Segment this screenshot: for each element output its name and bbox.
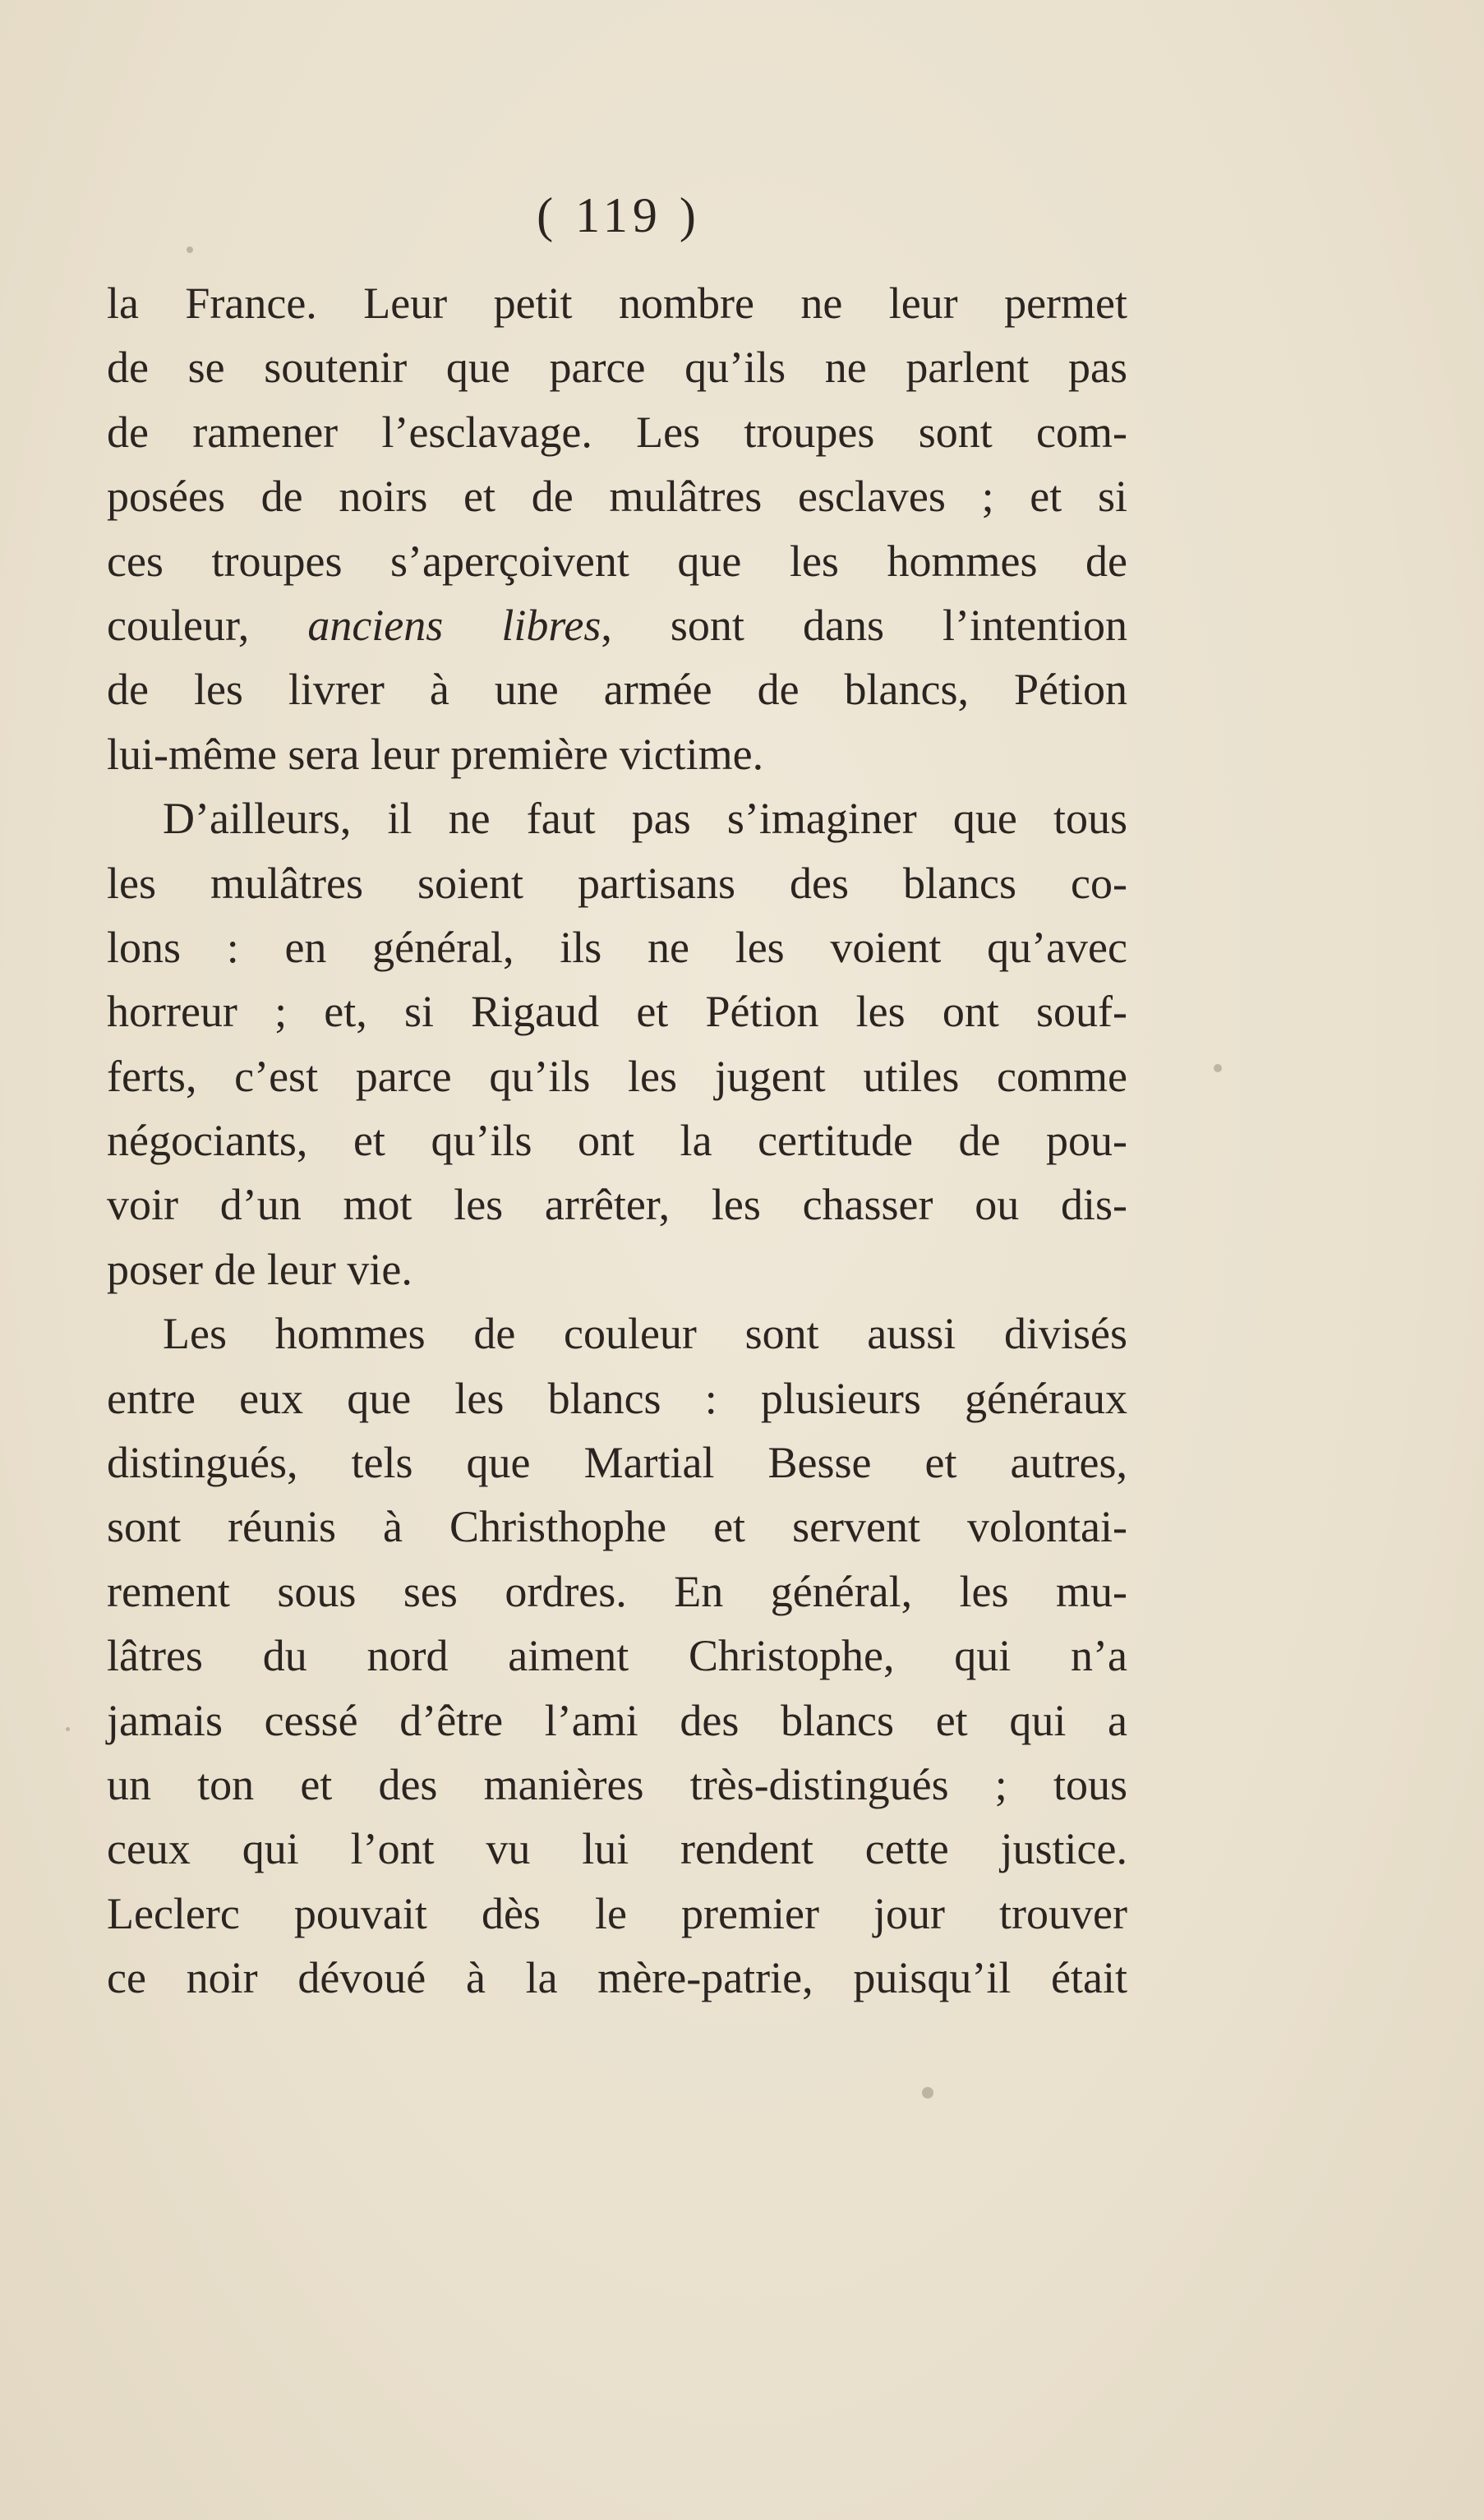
body-text — [107, 271, 1127, 2011]
paragraph — [107, 786, 1127, 1301]
text-line: lâtres du nord aiment Christophe, qui n’a — [107, 1631, 1127, 1681]
text-segment: couleur, — [107, 600, 308, 650]
text-line: poser de leur vie. — [107, 1244, 412, 1294]
paper-speck — [922, 2087, 933, 2098]
text-line: ceux qui l’ont vu lui rendent cette justice. — [107, 1824, 1127, 1874]
text-line: D’ailleurs, il ne faut pas s’imaginer que tous — [163, 794, 1127, 844]
text-segment: , sont dans l’intention — [601, 600, 1127, 650]
text-line: ferts, c’est parce qu’ils les jugent utiles comme — [107, 1051, 1127, 1101]
paper-speck — [1214, 1064, 1222, 1072]
paper-speck — [187, 246, 193, 253]
text-line: entre eux que les blancs : plusieurs généraux — [107, 1373, 1127, 1423]
text-line: sont réunis à Christhophe et servent volontai- — [107, 1502, 1127, 1552]
text-line: posées de noirs et de mulâtres esclaves ; et si — [107, 472, 1127, 522]
text-line: de se soutenir que parce qu’ils ne parlent pas — [107, 343, 1127, 393]
text-line — [107, 593, 1127, 657]
text-line: la France. Leur petit nombre ne leur permet — [107, 279, 1127, 328]
paragraph — [107, 1301, 1127, 2010]
text-line: de les livrer à une armée de blancs, Pétion — [107, 665, 1127, 715]
text-line: ces troupes s’aperçoivent que les hommes de — [107, 536, 1127, 586]
paper-speck — [66, 1727, 70, 1731]
text-line: ce noir dévoué à la mère-patrie, puisqu’il était — [107, 1953, 1127, 2003]
page-number: ( 119 ) — [537, 188, 701, 242]
text-line: jamais cessé d’être l’ami des blancs et qui a — [107, 1695, 1127, 1745]
text-line: rement sous ses ordres. En général, les mu- — [107, 1566, 1127, 1616]
text-line: négociants, et qu’ils ont la certitude de pou- — [107, 1116, 1127, 1166]
text-line: Les hommes de couleur sont aussi divisés — [163, 1309, 1127, 1359]
text-line: lui-même sera leur première victime. — [107, 729, 764, 779]
text-line: horreur ; et, si Rigaud et Pétion les ont souf- — [107, 987, 1127, 1037]
text-line: Leclerc pouvait dès le premier jour trouver — [107, 1888, 1127, 1938]
italic-text: anciens libres — [307, 600, 601, 650]
text-line: les mulâtres soient partisans des blancs co- — [107, 858, 1127, 908]
text-line: lons : en général, ils ne les voient qu’avec — [107, 922, 1127, 972]
text-line: de ramener l’esclavage. Les troupes sont com- — [107, 407, 1127, 457]
paragraph — [107, 271, 1127, 786]
text-line: distingués, tels que Martial Besse et autres, — [107, 1438, 1127, 1488]
text-line: voir d’un mot les arrêter, les chasser ou dis- — [107, 1180, 1127, 1230]
text-line: un ton et des manières très-distingués ; tous — [107, 1759, 1127, 1809]
